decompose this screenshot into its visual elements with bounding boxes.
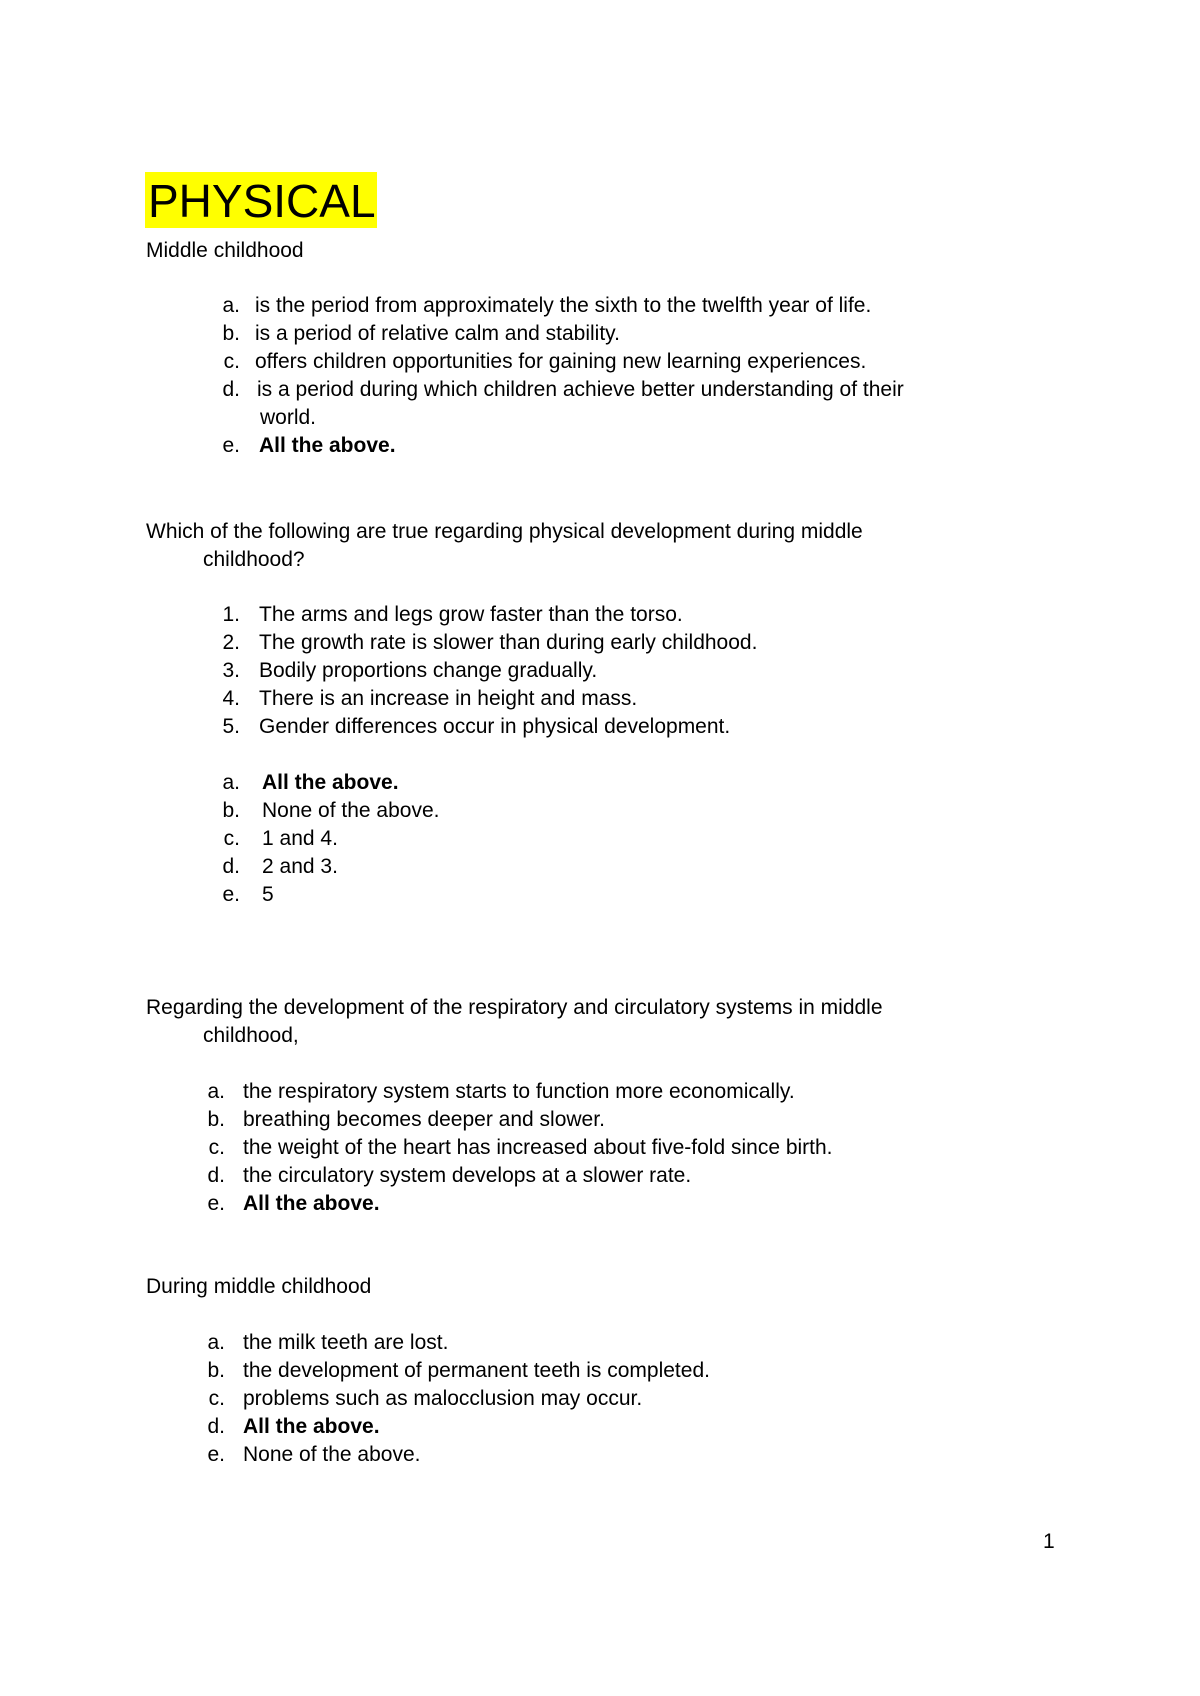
statement-marker: 5. [222,715,240,738]
option-marker: c. [208,1387,225,1410]
statement-marker: 4. [222,687,240,710]
statement-marker: 3. [222,659,240,682]
section-title: PHYSICAL [145,172,377,228]
option-marker: b. [207,1359,225,1382]
q1-option-d-continuation: world. [260,406,317,429]
option-marker: c. [223,827,240,850]
option-marker: d. [222,855,240,878]
statement-text: There is an increase in height and mass. [259,687,638,710]
option-text: problems such as malocclusion may occur. [243,1387,643,1410]
question-4-stem: During middle childhood [146,1275,372,1298]
option-marker: a. [222,771,240,794]
option-marker: e. [222,883,240,906]
option-text: 1 and 4. [262,827,338,850]
question-2-stem-line2: childhood? [203,548,305,571]
option-marker: b. [207,1108,225,1131]
statement-marker: 2. [222,631,240,654]
option-marker: e. [207,1192,225,1215]
statement-text: Gender differences occur in physical development. [259,715,731,738]
option-text: is a period of relative calm and stability. [255,322,620,345]
option-text: None of the above. [243,1443,421,1466]
option-marker: e. [207,1443,225,1466]
option-marker: d. [207,1415,225,1438]
option-marker: d. [222,378,240,401]
option-text: the milk teeth are lost. [243,1331,449,1354]
option-text: breathing becomes deeper and slower. [243,1108,605,1131]
correct-answer: All the above. [243,1192,380,1215]
option-marker: a. [207,1080,225,1103]
option-text: the development of permanent teeth is completed. [243,1359,710,1382]
option-marker: b. [222,799,240,822]
option-marker: b. [222,322,240,345]
correct-answer: All the above. [243,1415,380,1438]
option-text: 2 and 3. [262,855,338,878]
option-text: offers children opportunities for gaining new learning experiences. [255,350,867,373]
question-3-stem-line1: Regarding the development of the respiratory and circulatory systems in middle [146,996,883,1019]
page-number: 1 [1043,1530,1055,1553]
option-text: the circulatory system develops at a slower rate. [243,1164,692,1187]
statement-marker: 1. [222,603,240,626]
option-marker: c. [208,1136,225,1159]
option-text: is a period during which children achieve better understanding of their [257,378,904,401]
statement-text: Bodily proportions change gradually. [259,659,598,682]
question-1-stem: Middle childhood [146,239,304,262]
option-text: the respiratory system starts to function more economically. [243,1080,795,1103]
option-marker: d. [207,1164,225,1187]
question-2-stem-line1: Which of the following are true regarding physical development during middle [146,520,863,543]
option-text: None of the above. [262,799,440,822]
option-marker: a. [222,294,240,317]
option-text: the weight of the heart has increased about five-fold since birth. [243,1136,833,1159]
option-marker: a. [207,1331,225,1354]
option-marker: e. [222,434,240,457]
question-3-stem-line2: childhood, [203,1024,299,1047]
statement-text: The growth rate is slower than during early childhood. [259,631,758,654]
correct-answer: All the above. [262,771,399,794]
statement-text: The arms and legs grow faster than the torso. [259,603,683,626]
option-marker: c. [223,350,240,373]
option-text: is the period from approximately the sixth to the twelfth year of life. [255,294,872,317]
option-text: 5 [262,883,274,906]
correct-answer: All the above. [259,434,396,457]
